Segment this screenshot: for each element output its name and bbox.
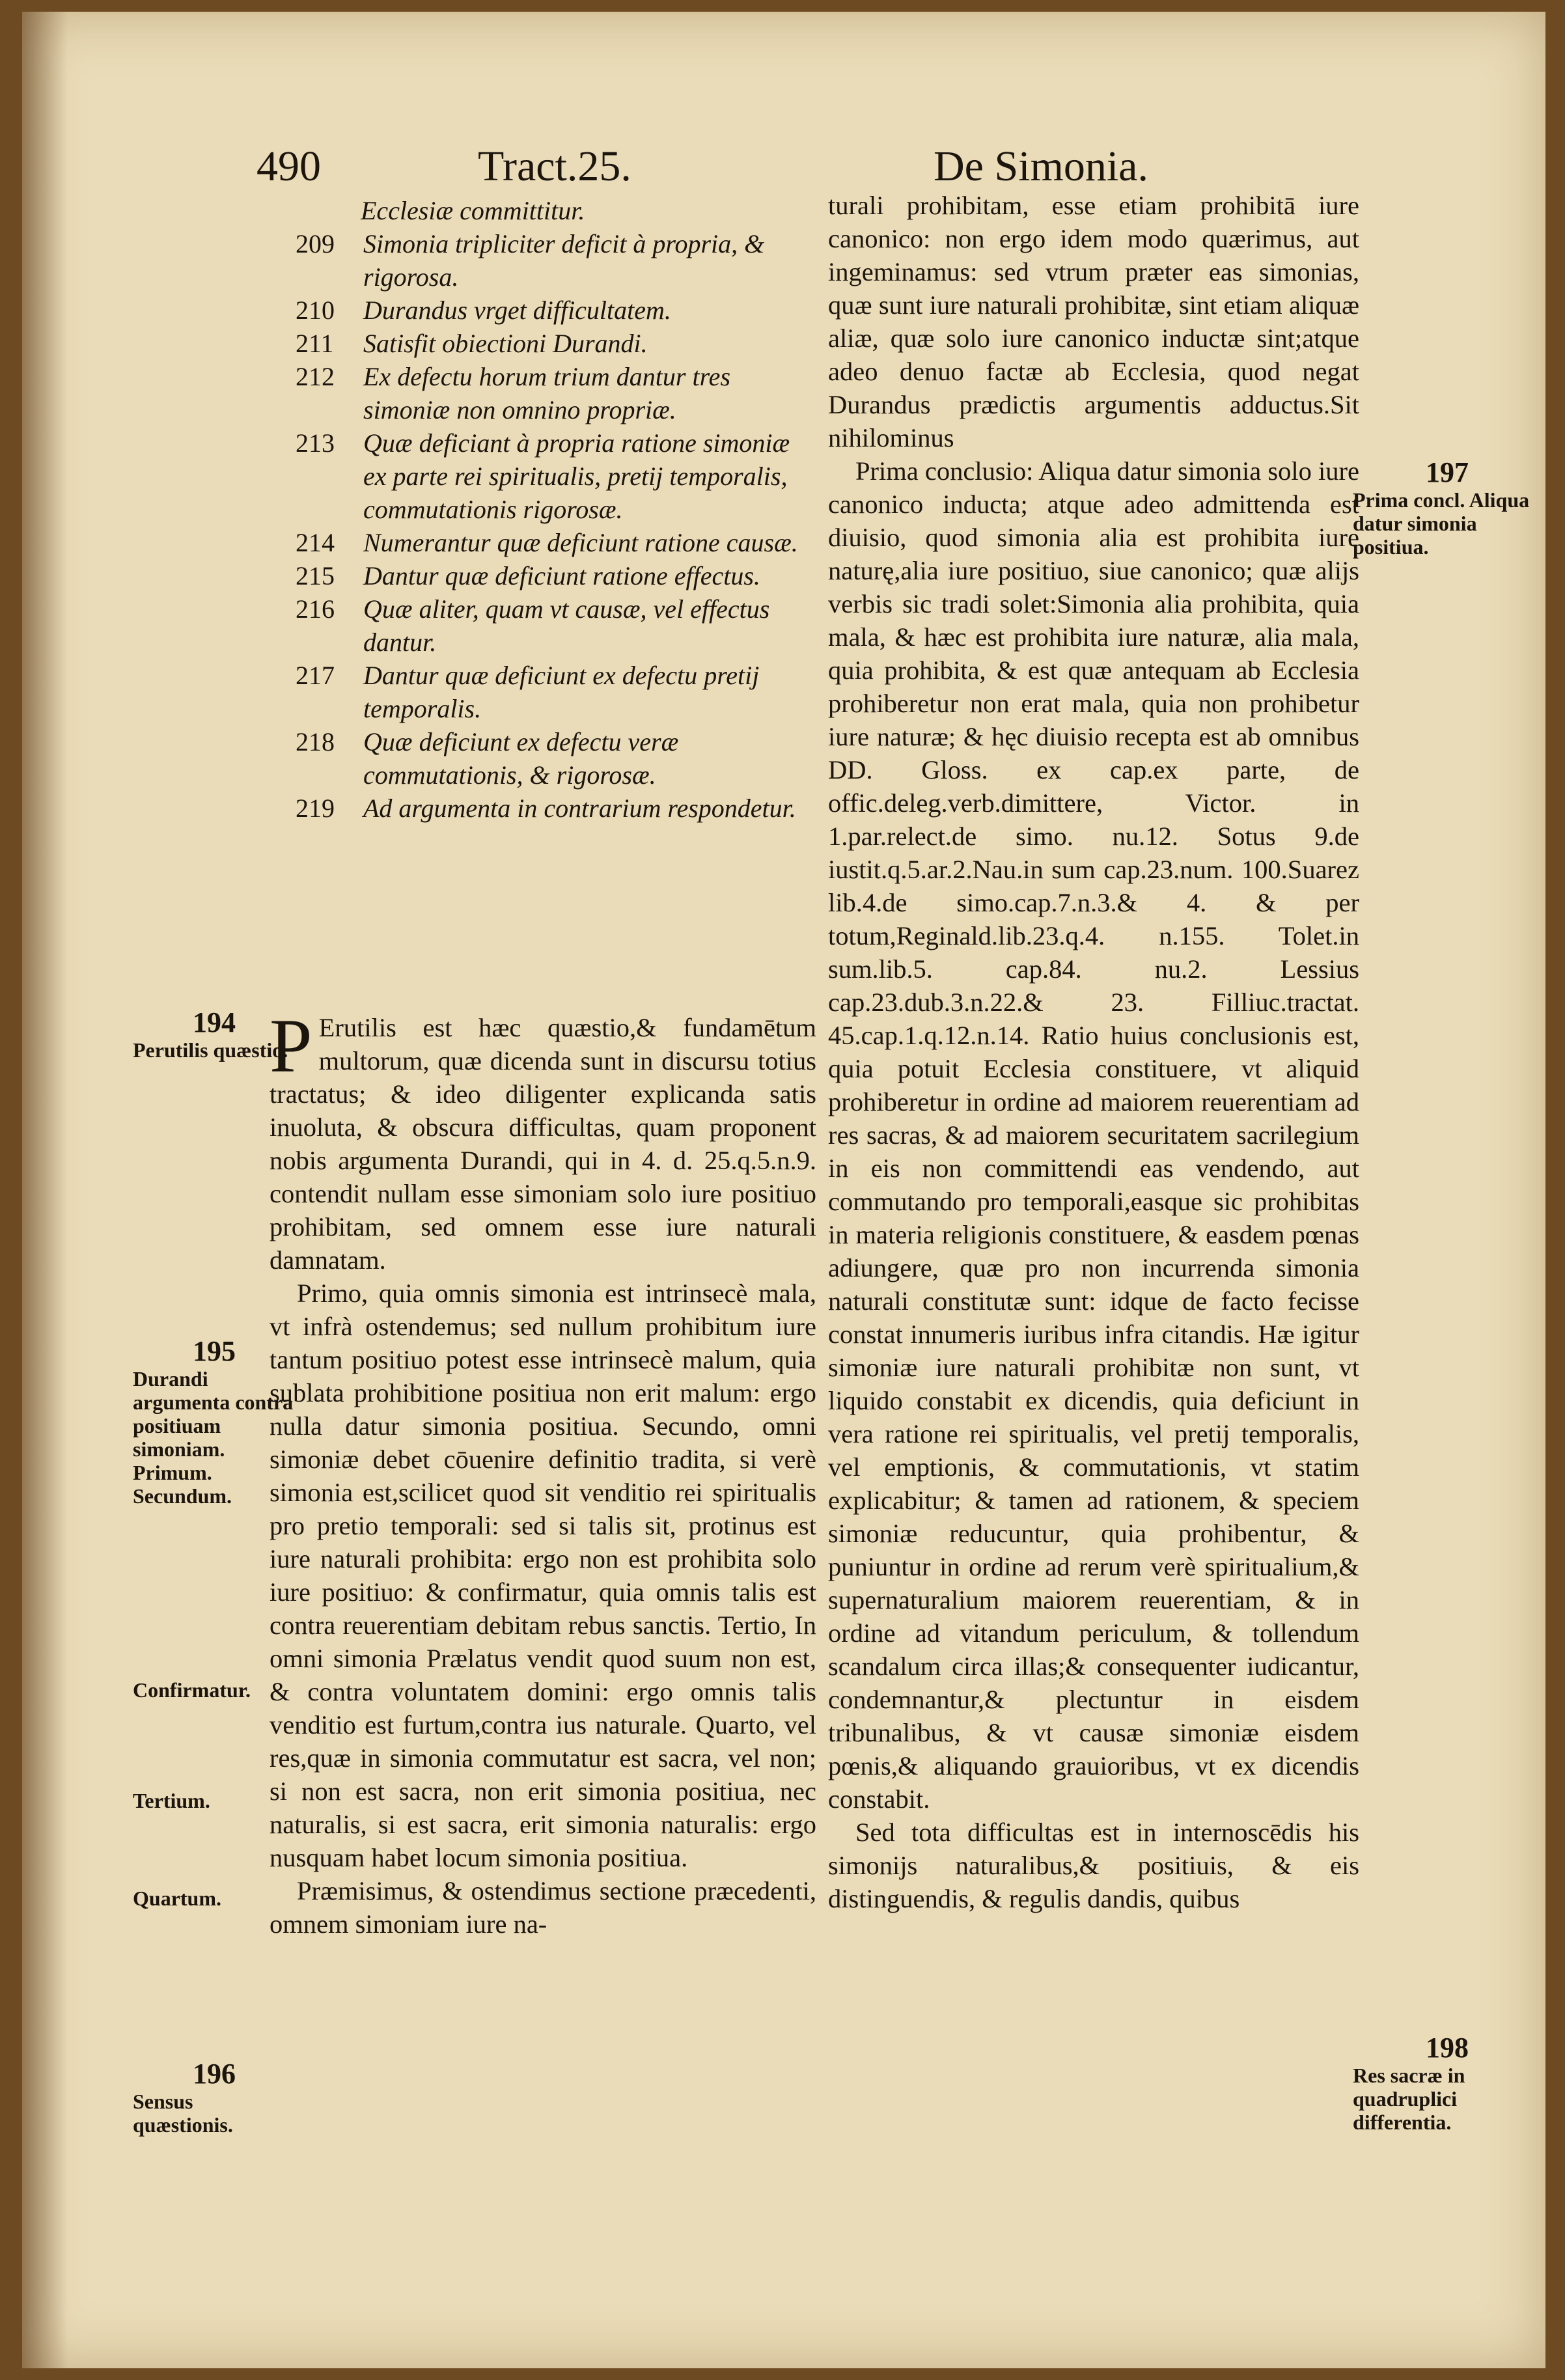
- margin-note: 196 Sensus quæstionis.: [133, 2058, 236, 2137]
- summary-item: 217 Dantur quæ deficiunt ex defectu pretij temporalis.: [296, 661, 760, 723]
- summary-item: 209 Simonia tripliciter deficit à propria, & rigorosa.: [296, 229, 765, 292]
- margin-note: 198 Res sacræ in quadruplici differentia.: [1353, 2032, 1469, 2134]
- page-spine-shadow: [22, 12, 68, 2368]
- drop-capital: P: [270, 1003, 312, 1088]
- summary-continuation: Ecclesiæ committitur.: [361, 196, 585, 225]
- margin-note: 194 Perutilis quæstio.: [133, 1006, 288, 1062]
- section-summary: [296, 194, 816, 825]
- subject-title: De Simonia.: [934, 143, 1148, 190]
- summary-item: 218 Quæ deficiunt ex defectu veræ commutationis, & rigorosæ.: [296, 727, 679, 790]
- book-page: [22, 12, 1545, 2368]
- page-number: 490: [256, 143, 321, 190]
- summary-item: 215 Dantur quæ deficiunt ratione effectus.: [296, 561, 760, 590]
- left-text-column: [270, 1003, 816, 1941]
- paragraph: turali prohibitam, esse etiam prohibitā iure canonico: non ergo idem modo quærimus, aut ingeminamus: sed vtrum præter eas simonias, quæ sunt iure naturali prohibitæ, sint etiam aliquæ aliæ, quæ solo iure canonico inductæ sint;atque adeo denuo factæ ab Ecclesia, quod negat Durandus prædictis argumentis adductus.Sit nihilominus: [828, 191, 1359, 452]
- margin-note: 195 Durandi argumenta contra positiuam simoniam. Primum. Secundum.: [133, 1335, 294, 1508]
- right-text-column: [828, 189, 1359, 1915]
- summary-item: 216 Quæ aliter, quam vt causæ, vel effectus dantur.: [296, 594, 770, 657]
- summary-item: 213 Quæ deficiant à propria ratione simoniæ ex parte rei spiritualis, pretij temporalis, commutationis rigorosæ.: [296, 428, 790, 524]
- summary-item: 212 Ex defectu horum trium dantur tres simoniæ non omnino propriæ.: [296, 362, 731, 424]
- paragraph: Sed tota difficultas est in internoscēdis his simonijs naturalibus,& positiuis, & eis distinguendis, & regulis dandis, quibus: [828, 1818, 1359, 1913]
- margin-note: Confirmatur.: [133, 1678, 251, 1702]
- margin-note: Tertium.: [133, 1789, 210, 1812]
- paragraph: Præmisimus, & ostendimus sectione præcedenti, omnem simoniam iure na-: [270, 1876, 816, 1939]
- margin-note: Quartum.: [133, 1887, 221, 1910]
- summary-item: 214 Numerantur quæ deficiunt ratione causæ.: [296, 528, 798, 557]
- summary-item: 211 Satisfit obiectioni Durandi.: [296, 329, 648, 358]
- treatise-title: Tract.25.: [478, 143, 631, 190]
- margin-note: 197 Prima concl. Aliqua datur simonia positiua.: [1353, 456, 1530, 559]
- paragraph: Primo, quia omnis simonia est intrinsecè mala, vt infrà ostendemus; sed nullum prohibitum iure tantum positiuo potest esse intrinsecè malum, quia sublata prohibitione positiua non erit malum: ergo nulla datur simonia positiua. Secundo, omni simoniæ debet cōuenire definitio tradita, si verè simonia est,scilicet quod sit venditio rei spiritualis pro pretio temporali: sed si talis sit, protinus est iure naturali prohibita: ergo non est prohibita solo iure positiuo: & confirmatur, quia omnis talis est contra reuerentiam debitam rebus sanctis. Tertio, In omni simonia Prælatus vendit quod suum non est, & contra voluntatem domini: ergo omnis talis venditio est furtum,contra ius naturale. Quarto, vel res,quæ in simonia commutatur est sacra, vel non; si non est sacra, non erit simonia positiua, nec naturalis, si est sacra, erit simonia naturalis: ergo nusquam habet locum simonia positiua.: [270, 1279, 816, 1872]
- paragraph: Prima conclusio: Aliqua datur simonia solo iure canonico inducta; atque adeo admittenda est diuisio, quod simonia alia est prohibita iure naturę,alia iure positiuo, siue canonico; quæ alijs verbis sic tradi solet:Simonia alia prohibita, quia mala, & hæc est prohibita iure naturæ, alia mala, quia prohibita, & est quæ antequam ab Ecclesia prohiberetur non erat mala, quia non prohibetur iure naturæ; & hęc diuisio recepta est ab omnibus DD. Gloss. ex cap.ex parte, de offic.deleg.verb.dimittere, Victor. in 1.par.relect.de simo. nu.12. Sotus 9.de iustit.q.5.ar.2.Nau.in sum cap.23.num. 100.Suarez lib.4.de simo.cap.7.n.3.& 4. & per totum,Reginald.lib.23.q.4. n.155. Tolet.in sum.lib.5. cap.84. nu.2. Lessius cap.23.dub.3.n.22.& 23. Filliuc.tractat. 45.cap.1.q.12.n.14. Ratio huius conclusionis est, quia potuit Ecclesia constituere, vt aliquid prohiberetur in ordine ad maiorem reuerentiam ad res sacras, & ad maiorem securitatem sacrilegium in eis non committendi eas vendendo, aut commutando pro temporali,easque sic prohibitas in materia religionis constituere, & easdem pœnas adiungere, quæ pro non incurrenda simonia naturali constitutæ sunt: idque de facto fecisse constat innumeris iuribus infra citandis. Hæ igitur simoniæ iure naturali prohibitæ non sunt, vt liquido constabit ex dicendis, quia deficiunt in vera ratione rei spiritualis, vel pretij temporalis, vel emptionis, & commutationis, vt statim explicabitur; & tamen ad rationem, & speciem simoniæ reducuntur, quia prohibentur, & puniuntur in ordine ad rerum verè spiritualium,& supernaturalium maiorem reuerentiam, & in ordine ad vitandum periculum, & tollendum scandalum circa illas;& consequenter iudicantur, condemnantur,& plectuntur in eisdem tribunalibus, & vt causæ simoniæ eisdem pœnis,& aliquando grauioribus, vt ex dicendis constabit.: [828, 456, 1359, 1814]
- summary-item: 210 Durandus vrget difficultatem.: [296, 296, 671, 325]
- summary-item: 219 Ad argumenta in contrarium respondetur.: [296, 794, 796, 823]
- paragraph: P Erutilis est hæc quæstio,& fundamētum multorum, quæ dicenda sunt in discursu totius tractatus; & ideo diligenter explicanda satis inuoluta, & obscura difficultas, quam proponent nobis argumenta Durandi, qui in 4. d. 25.q.5.n.9. contendit nullam esse simoniam solo iure positiuo prohibitam, sed omnem esse iure naturali damnatam.: [270, 1003, 816, 1275]
